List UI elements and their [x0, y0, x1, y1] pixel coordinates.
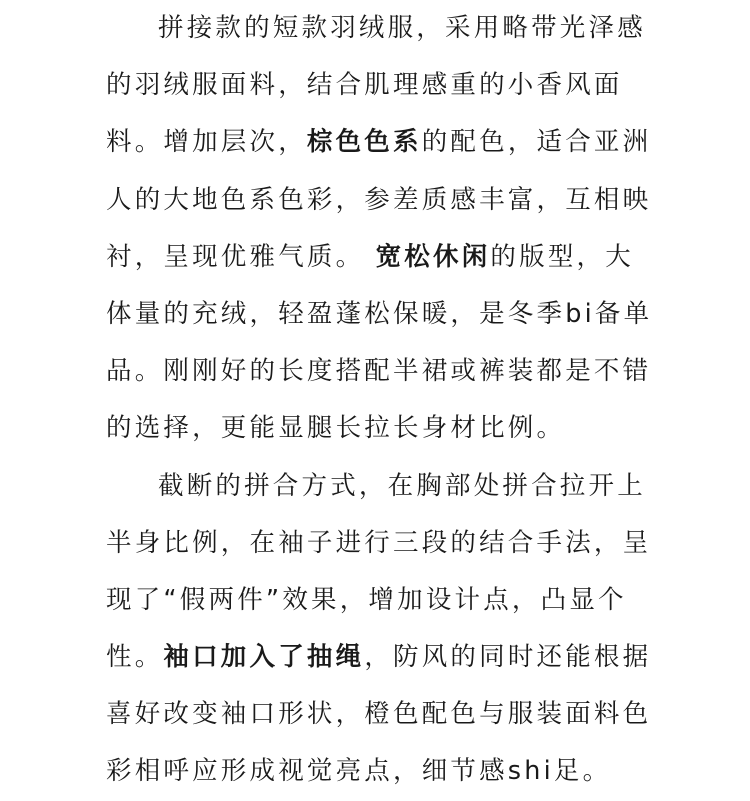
text-run: 料。增加层次，	[106, 127, 307, 158]
paragraph-2-line-4	[106, 629, 666, 686]
paragraph-1-line-3	[106, 114, 666, 171]
article-body	[106, 0, 666, 801]
text-run: 的配色，适合亚洲	[421, 127, 652, 158]
bold-highlight-text: 棕色色系	[306, 127, 422, 158]
paragraph-1-line-2	[106, 57, 666, 114]
bold-highlight-text: 袖口加入了抽绳	[163, 642, 365, 673]
bold-highlight-text: 宽松休闲	[375, 241, 491, 272]
paragraph-1-line-5	[106, 229, 666, 286]
paragraph-1-line-8	[106, 400, 666, 457]
paragraph-1-line-1	[106, 0, 666, 57]
text-run: 衬，呈现优雅气质。	[106, 241, 376, 272]
paragraph-1-line-6	[106, 286, 666, 343]
paragraph-2-line-6	[106, 743, 666, 800]
paragraph-1-line-4	[106, 172, 666, 229]
paragraph-2-line-3	[106, 572, 666, 629]
paragraph-2-line-2	[106, 515, 666, 572]
text-run: 截断的拼合方式，在胸部处拼合拉开上	[158, 470, 646, 501]
text-run: 性。	[106, 642, 164, 673]
paragraph-2-line-1	[106, 458, 666, 515]
text-run: 拼接款的短款羽绒服，采用略带光泽感	[158, 13, 646, 43]
text-run: 人的大地色系色彩，参差质感丰富，互相映	[106, 184, 652, 215]
text-run: 的选择，更能显腿长拉长身材比例。	[106, 413, 566, 444]
text-run: 体量的充绒，轻盈蓬松保暖，是冬季bi备单	[106, 298, 653, 329]
text-run: 现了“假两件”效果，增加设计点，凸显个	[106, 584, 627, 615]
text-run: 的版型，大	[490, 241, 634, 272]
paragraph-1-line-7	[106, 343, 666, 400]
text-run: 品。刚刚好的长度搭配半裙或裤装都是不错	[106, 356, 652, 387]
text-run: ，防风的同时还能根据	[364, 642, 652, 673]
text-run: 半身比例，在袖子进行三段的结合手法，呈	[106, 527, 652, 558]
text-run: 彩相呼应形成视觉亮点，细节感shi足。	[106, 756, 612, 787]
text-run: 的羽绒服面料，结合肌理感重的小香风面	[106, 70, 623, 101]
text-run: 喜好改变袖口形状，橙色配色与服装面料色	[106, 699, 652, 730]
paragraph-2-line-5	[106, 686, 666, 743]
